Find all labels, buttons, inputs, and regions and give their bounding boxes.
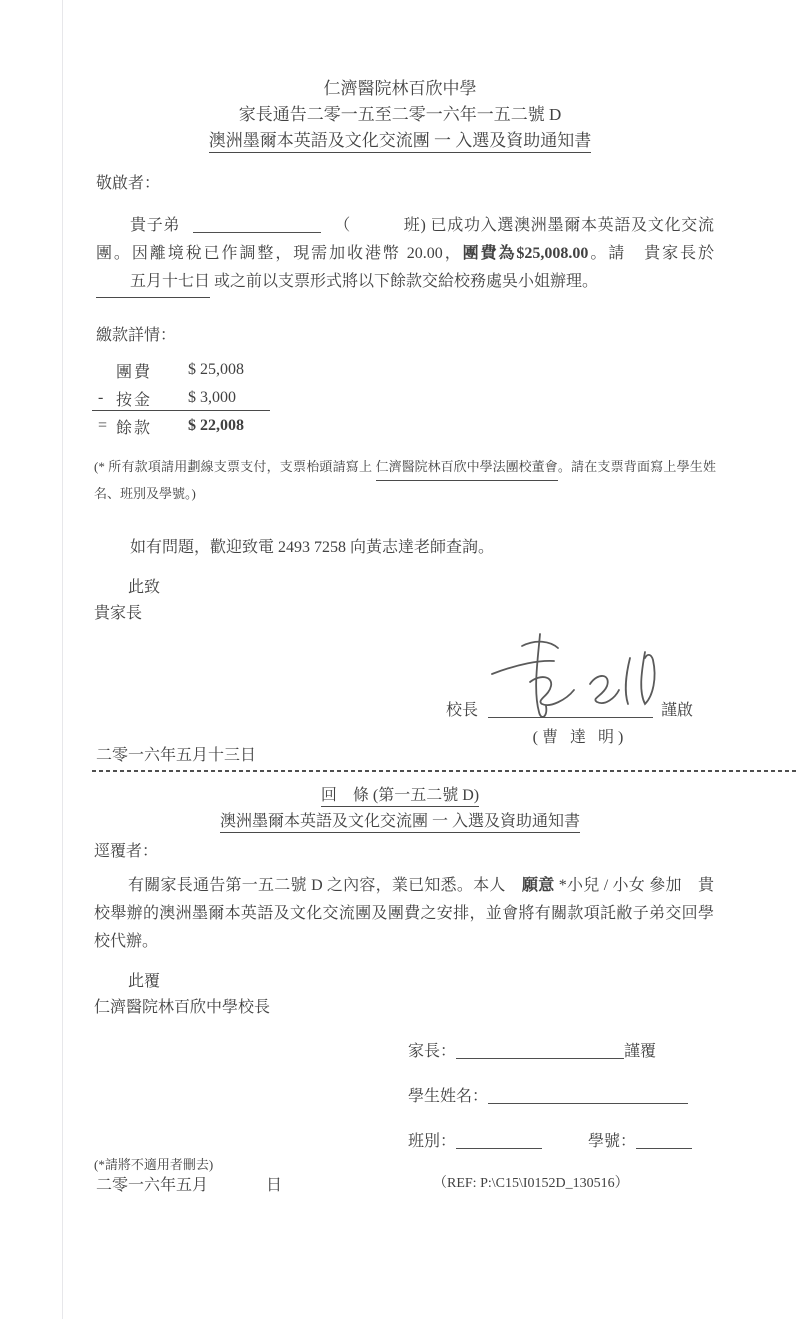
closing-salute: 此致 <box>128 579 161 596</box>
payment-sum-line <box>92 410 270 411</box>
main-paragraph-mid: 。請 貴家長於 <box>588 245 714 262</box>
student-name-row <box>408 1083 688 1106</box>
payment-row-balance <box>98 412 244 440</box>
signature-line-row <box>446 697 693 720</box>
payment-amount: $ 3,000 <box>188 389 236 406</box>
payment-label: 按金 <box>116 391 153 409</box>
reply-salutation: 逕覆者： <box>94 843 159 860</box>
payment-heading: 繳款詳情： <box>96 327 177 344</box>
payment-op: - <box>98 389 104 406</box>
main-paragraph-end: 或之前以支票形式將以下餘款交給校務處吳小姐辦理。 <box>210 273 599 290</box>
fee-bold-text: 團費為$25,008.00 <box>462 245 589 262</box>
signature-blank <box>488 700 653 718</box>
salutation: 敬啟者： <box>96 175 161 192</box>
main-paragraph-body: 班) 已成功入選澳洲墨爾本英語及文化交流團。因離境稅已作調整，現需加收港幣 20.00， <box>96 217 714 262</box>
scan-artifact-line <box>62 0 63 1319</box>
student-number-blank <box>636 1131 692 1149</box>
reply-willing-bold: 願意 <box>521 877 555 894</box>
cheque-note <box>94 454 716 506</box>
parent-signature-blank <box>456 1041 624 1059</box>
payment-op: = <box>98 417 108 434</box>
class-label: 班別： <box>408 1133 457 1150</box>
notice-title <box>0 126 800 153</box>
reply-slip-subtitle-text: 澳洲墨爾本英語及文化交流團 一 入選及資助通知書 <box>220 808 580 833</box>
parent-signature-row <box>408 1038 656 1061</box>
payment-label: 團費 <box>116 363 153 381</box>
student-name-blank <box>193 215 321 233</box>
reply-date-suffix: 日 <box>266 1177 283 1194</box>
tear-off-divider <box>92 770 798 772</box>
parent-label: 家長： <box>408 1043 457 1060</box>
class-number-row <box>408 1128 692 1151</box>
student-name-blank-reply <box>488 1086 688 1104</box>
main-paragraph-child: 貴子弟 <box>130 217 181 234</box>
paren-open: （ <box>333 217 352 234</box>
reply-paragraph <box>94 872 714 956</box>
notice-number-line: 家長通告二零一五至二零一六年一五二號 D <box>238 105 562 124</box>
closing-recipient: 貴家長 <box>94 605 143 622</box>
reply-date-row <box>96 1172 282 1195</box>
reply-slip-title <box>0 782 800 807</box>
file-reference: （REF: P:\C15\I0152D_130516） <box>433 1176 629 1191</box>
reply-slip-subtitle <box>0 808 800 833</box>
cheque-note-part1: (* 所有款項請用劃線支票支付，支票枱頭請寫上 <box>94 459 376 474</box>
reply-paragraph-seg2: *小兒 / 小女 參加 貴校舉辦的澳洲墨爾本英語及文化交流團及團費之安排，並會將有關款項託敝子弟交回學校代辦。 <box>94 877 714 950</box>
school-name: 仁濟醫院林百欣中學 <box>323 79 477 98</box>
reply-paragraph-seg1: 有關家長通告第一五二號 D 之內容，業已知悉。本人 <box>128 877 522 894</box>
payment-table <box>98 356 244 440</box>
payment-row-deposit <box>98 384 244 412</box>
payment-amount: $ 25,008 <box>188 361 244 378</box>
main-paragraph <box>96 212 714 298</box>
delete-inapplicable-note: (*請將不適用者刪去) <box>94 1157 214 1172</box>
student-name-label: 學生姓名： <box>408 1088 489 1105</box>
reply-closing-salute: 此覆 <box>128 973 161 990</box>
signature-suffix: 謹啟 <box>661 702 694 719</box>
notice-title-text: 澳洲墨爾本英語及文化交流團 一 入選及資助通知書 <box>209 126 592 153</box>
payment-label: 餘款 <box>116 419 153 437</box>
cheque-payee-underlined: 仁濟醫院林百欣中學法團校董會 <box>376 454 558 481</box>
cheque-note-part2: 。請在支票背面寫上學生姓名、班別及學號。) <box>94 459 716 501</box>
student-number-label: 學號： <box>588 1133 637 1150</box>
reply-closing-recipient: 仁濟醫院林百欣中學校長 <box>94 999 271 1016</box>
enquiry-line: 如有問題，歡迎致電 2493 7258 向黃志達老師查詢。 <box>130 539 495 556</box>
deadline-underlined: 五月十七日 <box>96 268 210 298</box>
payment-amount-balance: $ 22,008 <box>188 417 244 434</box>
signature-prefix: 校長 <box>446 702 479 719</box>
reply-slip-title-text: 回 條 (第一五二號 D) <box>321 782 479 807</box>
class-blank-reply <box>456 1131 542 1149</box>
reply-date-prefix: 二零一六年五月 <box>96 1177 209 1194</box>
principal-name: (曹 達 明) <box>532 729 628 746</box>
parent-suffix: 謹覆 <box>624 1043 657 1060</box>
notice-date: 二零一六年五月十三日 <box>96 747 257 764</box>
payment-row-fee <box>98 356 244 384</box>
